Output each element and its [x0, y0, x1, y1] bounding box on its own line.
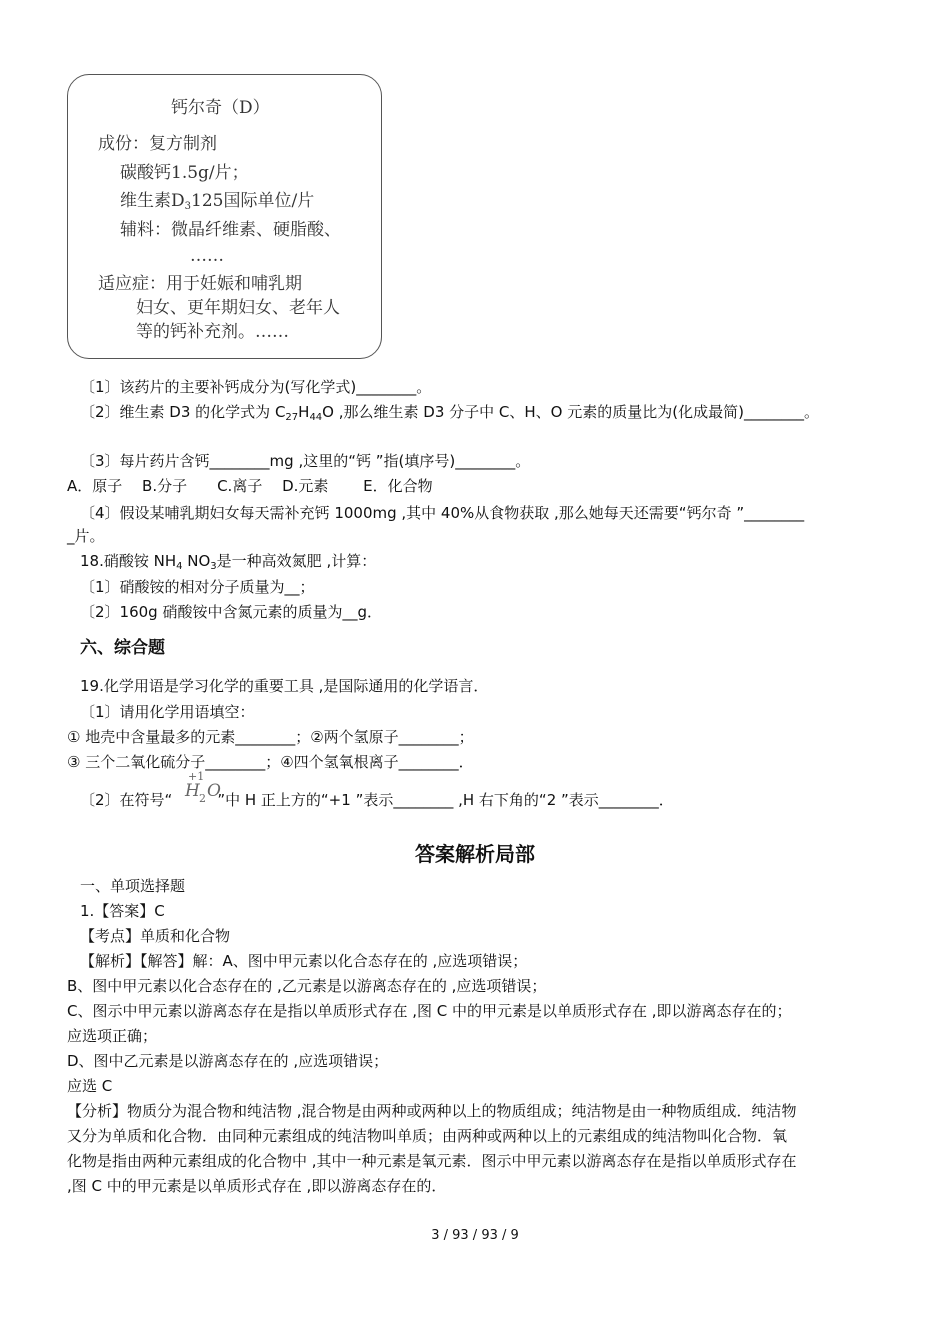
medicine-label-box [67, 74, 382, 359]
q17-part4-cont: _片。 [67, 527, 105, 545]
answer-fenxi-2: 又分为单质和化合物．由同种元素组成的纯洁物叫单质；由两种或两种以上的元素组成的纯洁物叫化合物．氧 [67, 1127, 788, 1145]
answer-1: 1.【答案】C [80, 902, 165, 920]
q19-line1: ① 地壳中含量最多的元素________；②两个氢原子________； [67, 728, 474, 746]
answers-section: 一、单项选择题 [80, 877, 186, 895]
page-number: 3 / 93 / 93 / 9 [431, 1228, 519, 1243]
formula-sub: 2 [199, 792, 206, 805]
q18-stem: 18.硝酸铵 $NH_4$ $NO_3$是一种高效氮肥 ,计算： [80, 552, 377, 572]
q17-options: A．原子 B.分子 C.离子 D.元素 E．化合物 [67, 477, 433, 495]
answers-title: 答案解析局部 [415, 842, 535, 866]
water-formula-symbol [182, 770, 226, 806]
label-vitamin: 维生素$D_3125$国际单位/片 [120, 191, 315, 212]
answer-analysis: 【解析】【解答】解：A、图中甲元素以化合态存在的 ,应选项错误； [80, 952, 528, 970]
label-indication-2: 妇女、更年期妇女、老年人 [136, 298, 340, 318]
label-excipients: 辅料：微晶纤维素、硬脂酸、 [120, 220, 341, 240]
label-indication-1: 适应症：用于妊娠和哺乳期 [98, 274, 302, 294]
q19-line2: ③ 三个二氧化硫分子________；④四个氢氧根离子________． [67, 753, 474, 771]
label-calcium: 碳酸钙1.5g/片； [120, 163, 249, 183]
label-dots: …… [190, 246, 224, 266]
answer-c2: 应选项正确； [67, 1027, 158, 1045]
answer-fenxi-1: 【分析】物质分为混合物和纯洁物 ,混合物是由两种或两种以上的物质组成；纯洁物是由一种物质组成．纯洁物 [67, 1102, 797, 1120]
q17-part4: 〔4〕假设某哺乳期妇女每天需补充钙 1000mg ,其中 40%从食物获取 ,那么她每天还需要“钙尔奇 ”________ [80, 504, 805, 522]
q19-stem: 19.化学用语是学习化学的重要工具 ,是国际通用的化学语言． [80, 677, 489, 695]
formula-o: O [207, 781, 221, 801]
answer-point: 【考点】单质和化合物 [80, 927, 231, 945]
section-heading-6: 六、综合题 [80, 638, 165, 658]
formula-h: H [185, 781, 200, 801]
answer-b: B、图中甲元素以化合态存在的 ,乙元素是以游离态存在的 ,应选项错误； [67, 977, 547, 995]
q19-part1: 〔1〕请用化学用语填空： [80, 703, 255, 721]
q18-part2: 〔2〕160g 硝酸铵中含氮元素的质量为__g． [80, 603, 382, 621]
label-indication-3: 等的钙补充剂。…… [136, 322, 289, 342]
label-composition: 成份：复方制剂 [98, 134, 217, 154]
formula-charge: +1 [188, 770, 205, 783]
answer-choose: 应选 C [67, 1077, 113, 1095]
label-title: 钙尔奇（D） [171, 98, 270, 118]
answer-fenxi-4: ,图 C 中的甲元素是以单质形式存在 ,即以游离态存在的． [67, 1177, 447, 1195]
q17-part3: 〔3〕每片药片含钙________mg ,这里的“钙 ”指(填序号)________。 [80, 452, 531, 470]
answer-d: D、图中乙元素是以游离态存在的 ,应选项错误； [67, 1052, 389, 1070]
q19-part2: 〔2〕在符号“ ”中 H 正上方的“+1 ”表示________ ,H 右下角的“2 ”表示________． [80, 791, 674, 809]
answer-c: C、图示中甲元素以游离态存在是指以单质形式存在 ,图 C 中的甲元素是以单质形式存在 ,即以游离态存在的； [67, 1002, 792, 1020]
answer-fenxi-3: 化物是指由两种元素组成的化合物中 ,其中一种元素是氧元素．图示中甲元素以游离态存在是指以单质形式存在 [67, 1152, 797, 1170]
q17-part2: 〔2〕维生素 D3 的化学式为 $C_{27}H_{44}O$ ,那么维生素 D3 分子中 C、H、O 元素的质量比为(化成最简)________。 [80, 403, 819, 423]
q17-part1: 〔1〕该药片的主要补钙成分为(写化学式)________。 [80, 378, 432, 396]
q18-part1: 〔1〕硝酸铵的相对分子质量为__； [80, 578, 315, 596]
